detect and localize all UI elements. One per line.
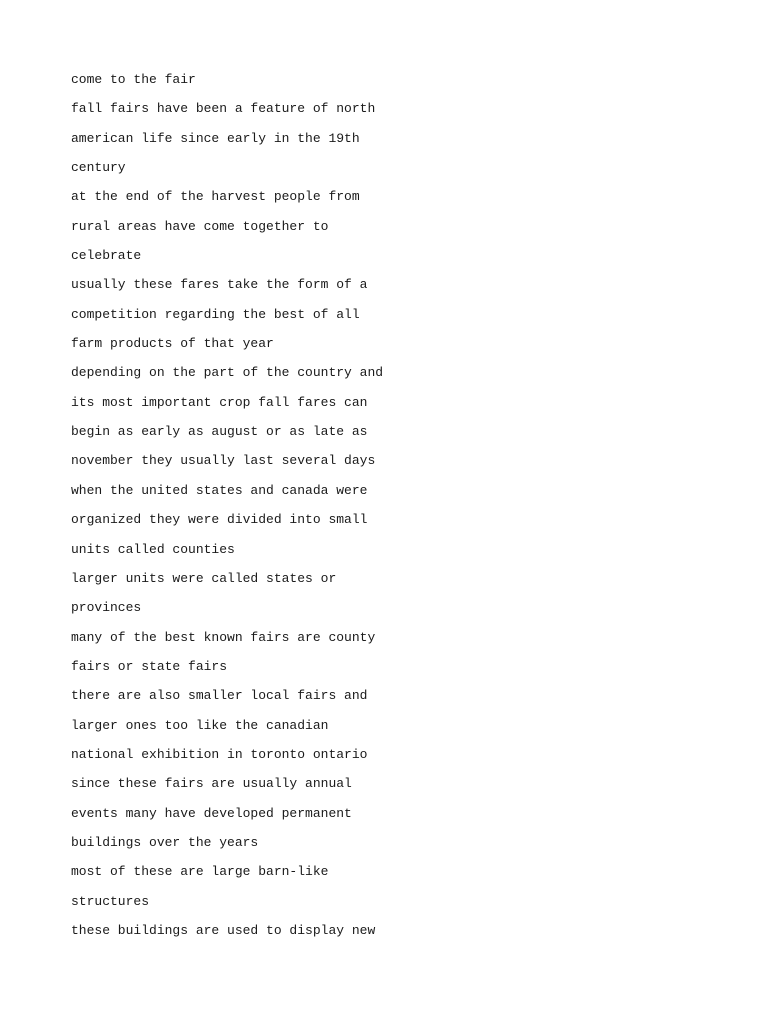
text-line: november they usually last several days — [71, 453, 376, 469]
text-line: fairs or state fairs — [71, 658, 228, 674]
text-line: its most important crop fall fares can — [71, 394, 368, 410]
text-line: events many have developed permanent — [71, 805, 352, 821]
text-line: these buildings are used to display new — [71, 922, 376, 938]
document-page — [71, 69, 691, 949]
text-line: larger units were called states or — [71, 570, 337, 586]
text-line: farm products of that year — [71, 336, 274, 352]
text-line: many of the best known fairs are county — [71, 629, 376, 645]
text-line: national exhibition in toronto ontario — [71, 746, 368, 762]
text-line: depending on the part of the country and — [71, 365, 384, 381]
text-line: fall fairs have been a feature of north — [71, 101, 376, 117]
text-line: structures — [71, 893, 150, 909]
text-line: there are also smaller local fairs and — [71, 688, 368, 704]
text-line: buildings over the years — [71, 834, 259, 850]
text-line: at the end of the harvest people from — [71, 189, 360, 205]
text-line: when the united states and canada were — [71, 482, 368, 498]
text-line: larger ones too like the canadian — [71, 717, 329, 733]
text-line: come to the fair — [71, 72, 196, 87]
text-line: units called counties — [71, 541, 235, 557]
text-line: organized they were divided into small — [71, 512, 368, 528]
text-line: provinces — [71, 600, 142, 616]
text-line: rural areas have come together to — [71, 218, 329, 234]
text-line: most of these are large barn-like — [71, 864, 329, 880]
text-line: century — [71, 160, 126, 176]
text-line: begin as early as august or as late as — [71, 424, 368, 440]
text-line: celebrate — [71, 248, 142, 264]
text-line: competition regarding the best of all — [71, 306, 360, 322]
text-line: usually these fares take the form of a — [71, 277, 368, 293]
text-line: american life since early in the 19th — [71, 130, 360, 146]
text-line: since these fairs are usually annual — [71, 776, 352, 792]
